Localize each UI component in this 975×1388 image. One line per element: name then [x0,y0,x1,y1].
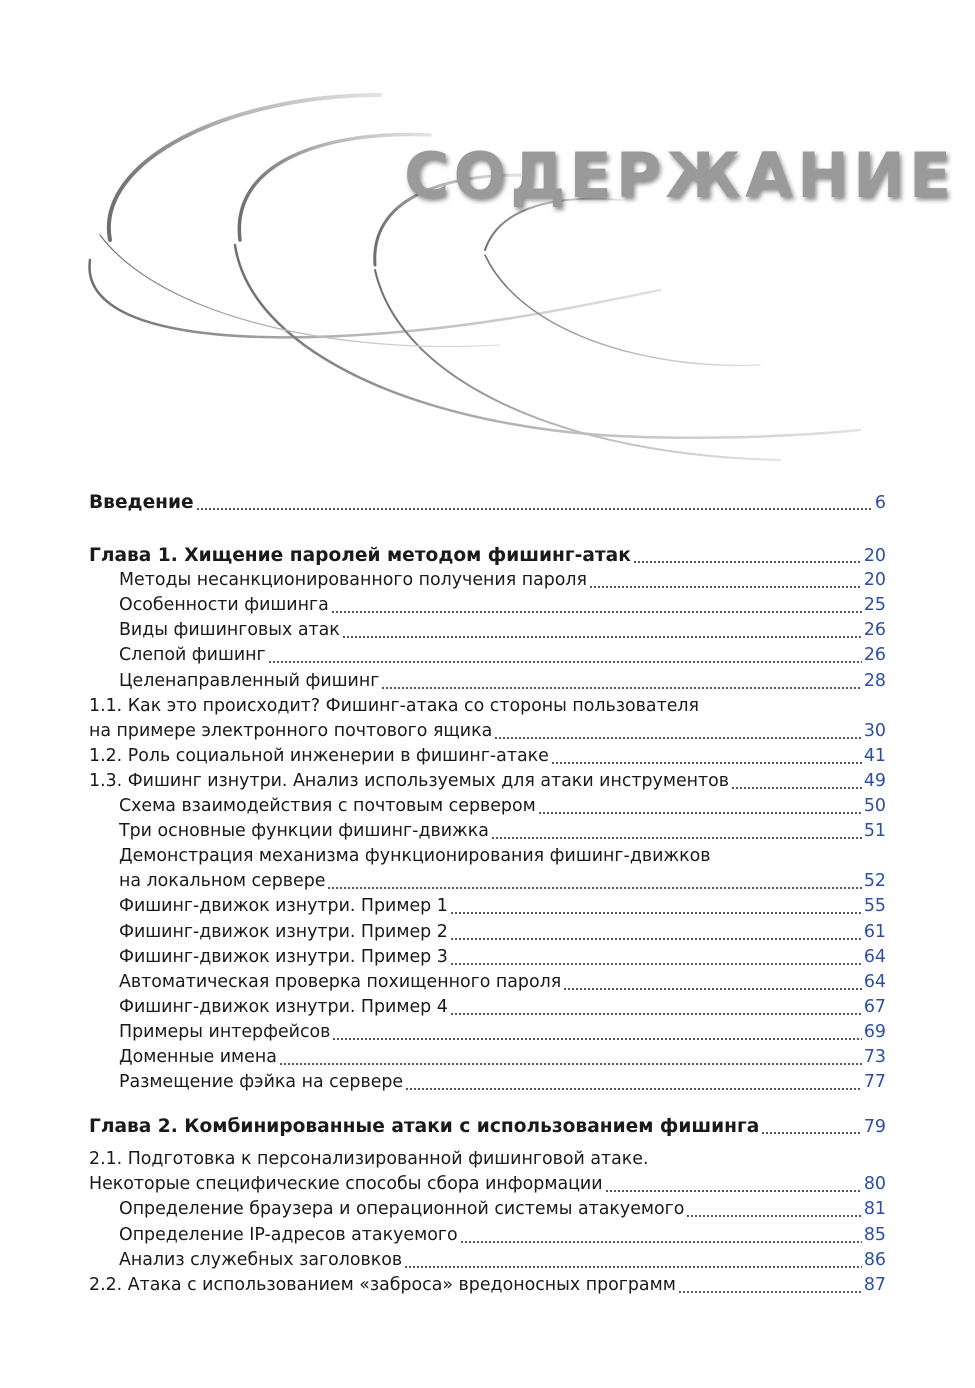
toc-entry[interactable] [89,945,886,970]
dot-leader [761,1114,862,1139]
toc-entry-title: 2.2. Атака с использованием «заброса» вредоносных программ [89,1274,676,1295]
toc-entry-section-1-3[interactable] [89,769,886,794]
toc-entry-title: Три основные функции фишинг-движка [119,821,489,842]
arc-9 [100,235,500,347]
dot-leader [686,1197,861,1222]
toc-entry-title: 1.2. Роль социальной инженерии в фишинг-атаке [89,745,549,766]
toc-entry-title: Фишинг-движок изнутри. Пример 2 [119,921,448,942]
toc-entry-title: Фишинг-движок изнутри. Пример 3 [119,946,448,967]
toc-entry-title: на локальном сервере [119,871,326,892]
dot-leader [494,719,862,744]
toc-page-number: 64 [863,971,886,992]
toc-page-number: 41 [863,745,886,766]
dot-leader [538,794,862,819]
toc-entry-title: 1.1. Как это происходит? Фишинг-атака со стороны пользователя [89,695,699,716]
toc-entry[interactable] [89,1020,886,1045]
toc-entry[interactable] [89,1197,886,1222]
decorative-arcs-graphic [0,0,975,480]
toc-entry[interactable] [89,618,886,643]
toc-entry-section-2-1[interactable] [89,1172,886,1197]
toc-entry-title: 1.3. Фишинг изнутри. Анализ используемых для атаки инструментов [89,770,730,791]
arc-1 [109,95,380,240]
toc-page-number: 86 [863,1249,886,1270]
toc-page-number: 28 [863,670,886,691]
toc-entry-title: Целенаправленный фишинг [119,670,380,691]
toc-entry[interactable] [89,593,886,618]
toc-page-number: 79 [863,1117,886,1138]
dot-leader [327,869,861,894]
toc-entry-demo[interactable] [89,869,886,894]
dot-leader [605,1172,862,1197]
toc-entry[interactable] [89,568,886,593]
toc-page-number: 26 [863,645,886,666]
toc-page-number: 55 [863,896,886,917]
toc-entry-title: Автоматическая проверка похищенного пароля [119,971,562,992]
toc-entry-section-2-1-line1[interactable] [89,1147,886,1172]
toc-page-number: 26 [863,620,886,641]
dot-leader [450,945,862,970]
arc-8 [485,255,760,365]
toc-entry-title: Слепой фишинг [119,645,266,666]
toc-page-number: 67 [863,996,886,1017]
table-of-contents [89,490,886,1298]
toc-entry[interactable] [89,920,886,945]
toc-entry[interactable] [89,1248,886,1273]
toc-page-number: 49 [863,770,886,791]
toc-entry-chapter-1[interactable] [89,543,886,568]
toc-entry-title: Определение IP-адресов атакуемого [119,1224,458,1245]
dot-leader [731,769,862,794]
toc-entry[interactable] [89,643,886,668]
dot-leader [551,744,862,769]
toc-page-number: 52 [863,871,886,892]
toc-page-number: 30 [863,720,886,741]
dot-leader [450,995,862,1020]
toc-entry-demo-line1[interactable] [89,844,886,869]
dot-leader [678,1273,862,1298]
toc-page-number: 20 [863,546,886,567]
toc-entry-title: Виды фишинговых атак [119,620,340,641]
toc-entry-title: Фишинг-движок изнутри. Пример 4 [119,996,448,1017]
toc-entry[interactable] [89,1070,886,1095]
toc-entry[interactable] [89,1223,886,1248]
toc-entry-title: 2.1. Подготовка к персонализированной фишинговой атаке. [89,1149,649,1170]
dot-leader [450,920,862,945]
toc-entry-title: Демонстрация механизма функционирования фишинг-движков [119,846,711,867]
dot-leader [332,1020,861,1045]
toc-entry-title: Размещение фэйка на сервере [119,1072,404,1093]
toc-entry-title: Некоторые специфические способы сбора информации [89,1174,603,1195]
page-title: СОДЕРЖАНИЕ [404,139,956,212]
toc-entry-chapter-2[interactable] [89,1114,886,1139]
toc-entry[interactable] [89,970,886,995]
toc-entry-intro[interactable] [89,490,886,515]
dot-leader [404,1248,862,1273]
toc-page-number: 6 [874,493,886,513]
dot-leader [279,1045,862,1070]
toc-page-number: 20 [863,570,886,591]
toc-entry-title: Глава 2. Комбинированные атаки с использованием фишинга [89,1116,760,1138]
toc-entry-title: Доменные имена [119,1046,277,1067]
toc-page-number: 50 [863,796,886,817]
toc-entry-section-1-2[interactable] [89,744,886,769]
toc-entry[interactable] [89,894,886,919]
toc-entry-section-1-1[interactable] [89,719,886,744]
toc-page-number: 69 [863,1021,886,1042]
dot-leader [563,970,862,995]
toc-entry-title: Особенности фишинга [119,595,329,616]
toc-entry-title: Анализ служебных заголовков [119,1249,403,1270]
arc-3 [239,134,430,240]
toc-entry[interactable] [89,819,886,844]
toc-page-number: 81 [863,1199,886,1220]
toc-page-number: 64 [863,946,886,967]
toc-entry[interactable] [89,794,886,819]
dot-leader [196,490,873,515]
toc-entry-section-2-2[interactable] [89,1273,886,1298]
dot-leader [342,618,862,643]
dot-leader [460,1223,862,1248]
toc-entry[interactable] [89,1045,886,1070]
dot-leader [633,543,862,568]
toc-page-number: 25 [863,595,886,616]
toc-entry-title: Примеры интерфейсов [119,1021,331,1042]
toc-page-number: 77 [863,1072,886,1093]
dot-leader [268,643,862,668]
toc-entry-title: Методы несанкционированного получения пароля [119,570,587,591]
dot-leader [405,1070,862,1095]
toc-page-number: 51 [863,821,886,842]
toc-page-number: 87 [863,1274,886,1295]
toc-entry-section-1-1-line1[interactable] [89,694,886,719]
arc-4 [235,245,860,438]
toc-entry-title: Схема взаимодействия с почтовым сервером [119,796,536,817]
toc-entry-title: Фишинг-движок изнутри. Пример 1 [119,896,448,917]
dot-leader [381,669,861,694]
toc-entry-title: Введение [89,492,194,513]
toc-entry-title: Определение браузера и операционной системы атакуемого [119,1199,685,1220]
toc-entry[interactable] [89,669,886,694]
dot-leader [331,593,862,618]
toc-page-number: 85 [863,1224,886,1245]
toc-entry[interactable] [89,995,886,1020]
toc-page-number: 61 [863,921,886,942]
dot-leader [491,819,862,844]
toc-page-number: 73 [863,1046,886,1067]
dot-leader [589,568,862,593]
toc-entry-title: на примере электронного почтового ящика [89,720,493,741]
toc-entry-title: Глава 1. Хищение паролей методом фишинг-атак [89,545,631,567]
dot-leader [450,894,862,919]
toc-page-number: 80 [863,1174,886,1195]
